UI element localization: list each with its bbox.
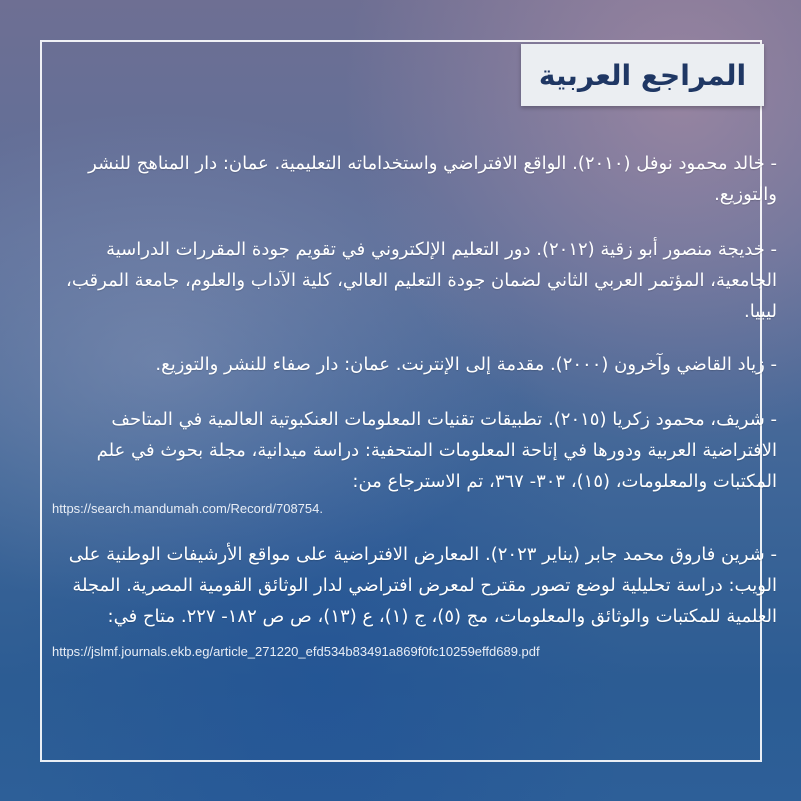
reference-item: - شريف، محمود زكريا (٢٠١٥). تطبيقات تقنيات المعلومات العنكبوتية العالمية في المتاحف الافتراضية العربية ودورها في إتاحة المعلومات المتحفية: دراسة ميدانية، مجلة بحوث في علم المكتبات والمعلومات، (١٥)، ٣٠٣- ٣٦٧، تم الاسترجاع من: [96, 409, 777, 492]
reference-list [50, 148, 777, 682]
reference-item: - خديجة منصور أبو زقية (٢٠١٢). دور التعليم الإلكتروني في تقويم جودة المقررات الدراسية الجامعية، المؤتمر العربي الثاني لضمان جودة التعليم العالي، كلية الآداب والعلوم، جامعة المرقب، ليبيا. [66, 239, 777, 322]
reference-item: - خالد محمود نوفل (٢٠١٠). الواقع الافتراضي واستخداماته التعليمية. عمان: دار المناهج للنشر والتوزيع. [88, 153, 777, 205]
reference-link[interactable]: https://search.mandumah.com/Record/708754. [52, 501, 323, 516]
page-title: المراجع العربية [538, 58, 747, 92]
reference-link[interactable]: https://jslmf.journals.ekb.eg/article_271220_efd534b83491a869f0fc10259effd689.pdf [52, 644, 540, 659]
reference-item: - شرين فاروق محمد جابر (يناير ٢٠٢٣). المعارض الافتراضية على مواقع الأرشيفات الوطنية على الويب: دراسة تحليلية لوضع تصور مقترح لمعرض افتراضي لدار الوثائق القومية المصرية. المجلة العلمية للمكتبات والوثائق والمعلومات، مج (٥)، ج (١)، ع (١٣)، ص ص ١٨٢- ٢٢٧. متاح في: [68, 544, 777, 627]
title-box [521, 44, 764, 106]
reference-item: - زياد القاضي وآخرون (٢٠٠٠). مقدمة إلى الإنترنت. عمان: دار صفاء للنشر والتوزيع. [155, 354, 777, 375]
